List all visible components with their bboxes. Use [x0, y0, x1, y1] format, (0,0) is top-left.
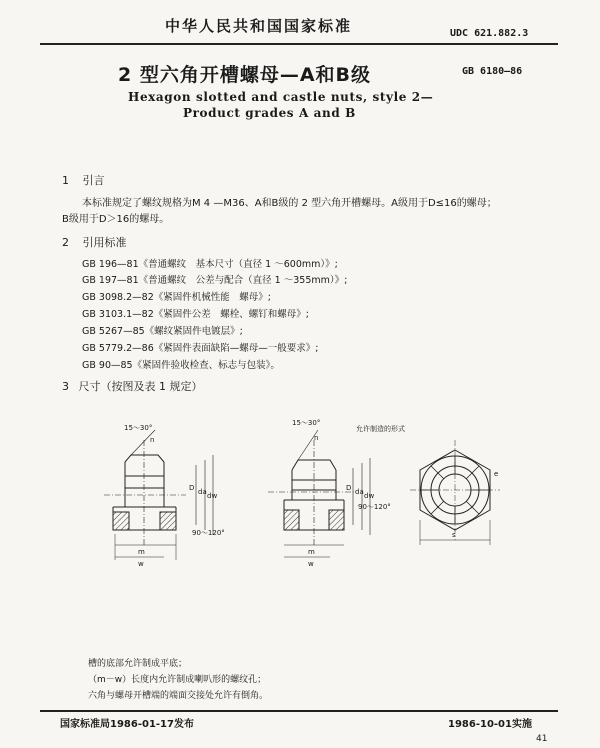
dim-n-1: n — [150, 436, 155, 444]
dim-D-1: D — [189, 484, 195, 492]
dim-da-1: da — [198, 488, 207, 496]
dim-da-2: da — [355, 488, 364, 496]
note-line: （m－w）长度内允许制成喇叭形的螺纹孔； — [88, 675, 267, 685]
section3-title: 尺寸（按图及表 1 规定） — [78, 380, 203, 393]
section3-number: 3 — [62, 380, 69, 393]
dim-s: s — [452, 531, 456, 539]
document-title-en-line1: Hexagon slotted and castle nuts, style 2— — [128, 90, 434, 104]
side-note: 允许制造的形式 — [356, 425, 405, 433]
section1-text-line1: 本标准规定了螺纹规格为M 4 —M36、A和B级的 2 型六角开槽螺母。A级用于D≤16的螺母； — [82, 198, 497, 209]
ref-item: GB 197—81《普通螺纹 公差与配合（直径 1 ～355mm）》; — [82, 275, 348, 286]
note-line: 六角与螺母开槽端的端面交接处允许有倒角。 — [88, 691, 269, 701]
ref-item: GB 3098.2—82《紧固件机械性能 螺母》; — [82, 292, 271, 303]
dim-n-2: n — [314, 434, 319, 442]
nut-side-view-1 — [104, 430, 213, 560]
section1-title: 引言 — [82, 174, 105, 187]
dim-w-2: w — [308, 560, 314, 568]
angle-label-2: 15～30° — [292, 419, 321, 427]
issued-date: 国家标准局1986-01-17发布 — [60, 719, 194, 730]
nut-top-view — [410, 440, 500, 545]
dim-dw-2: dw — [364, 492, 375, 500]
note-line: 槽的底部允许制成平底； — [88, 659, 188, 669]
angle-label-1: 15～30° — [124, 424, 153, 432]
effective-date: 1986-10-01实施 — [448, 719, 532, 730]
dim-e: e — [494, 470, 499, 478]
ref-item: GB 196—81《普通螺纹 基本尺寸（直径 1 ～600mm）》; — [82, 259, 338, 270]
document-title-en-line2: Product grades A and B — [183, 106, 356, 120]
dim-D-2: D — [346, 484, 352, 492]
dim-m-1: m — [138, 548, 145, 556]
section1-number: 1 — [62, 174, 69, 187]
chamfer-label-1: 90～120° — [192, 529, 225, 537]
bottom-rule — [40, 710, 558, 712]
section2-title: 引用标准 — [82, 236, 127, 249]
dim-dw-1: dw — [207, 492, 218, 500]
ref-item: GB 3103.1—82《紧固件公差 螺栓、螺钉和螺母》; — [82, 309, 309, 320]
udc-code: UDC 621.882.3 — [450, 28, 529, 39]
standard-header-title: 中华人民共和国国家标准 — [165, 17, 353, 35]
dim-w-1: w — [138, 560, 144, 568]
ref-item: GB 5267—85《螺纹紧固件电镀层》; — [82, 326, 243, 337]
dim-m-2: m — [308, 548, 315, 556]
gb-number: GB 6180—86 — [462, 66, 523, 77]
section1-text-line2: B级用于D＞16的螺母。 — [62, 214, 170, 225]
document-title-cn: 2 型六角开槽螺母—A和B级 — [118, 64, 372, 86]
chamfer-label-2: 90～120° — [358, 503, 391, 511]
page-number: 41 — [536, 734, 548, 744]
ref-item: GB 90—85《紧固件验收检查、标志与包装》。 — [82, 360, 280, 371]
ref-item: GB 5779.2—86《紧固件表面缺陷—螺母—一般要求》; — [82, 343, 319, 354]
section2-number: 2 — [62, 236, 69, 249]
